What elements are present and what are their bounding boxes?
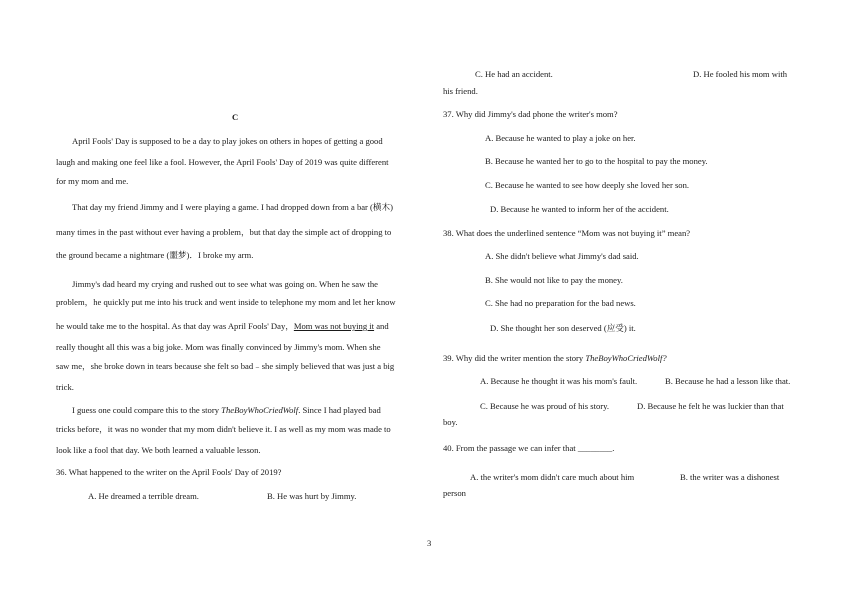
passage-line: many times in the past without ever having a problem，but that day the simple act of dropping to xyxy=(56,227,392,237)
question-36-option-b: B. He was hurt by Jimmy. xyxy=(267,491,357,501)
question-38-option-b: B. She would not like to pay the money. xyxy=(485,275,623,285)
passage-line: tricks before，it was no wonder that my mom didn't believe it. I as well as my mom was made to xyxy=(56,424,391,434)
question-38-option-a: A. She didn't believe what Jimmy's dad said. xyxy=(485,251,639,261)
question-37-option-b: B. Because he wanted her to go to the hospital to pay the money. xyxy=(485,156,708,166)
passage-line: trick. xyxy=(56,382,74,392)
question-36-option-c: C. He had an accident. xyxy=(475,69,553,79)
question-39-option-d-cont: boy. xyxy=(443,417,458,427)
question-39-option-b: B. Because he had a lesson like that. xyxy=(665,376,791,386)
question-38-option-d: D. She thought her son deserved (应受) it. xyxy=(490,323,636,333)
question-38-option-c: C. She had no preparation for the bad news. xyxy=(485,298,636,308)
passage-line: laugh and making one feel like a fool. However, the April Fools' Day of 2019 was quite different xyxy=(56,157,389,167)
passage-line: the ground became a nightmare (噩梦)．I broke my arm. xyxy=(56,250,254,260)
passage-line: April Fools' Day is supposed to be a day to play jokes on others in hopes of getting a good xyxy=(72,136,383,146)
question-38-stem: 38. What does the underlined sentence “Mom was not buying it” mean? xyxy=(443,228,691,238)
question-39-stem: 39. Why did the writer mention the story TheBoyWhoCriedWolf? xyxy=(443,353,667,363)
question-37-stem: 37. Why did Jimmy's dad phone the writer's mom? xyxy=(443,109,618,119)
passage-line: Jimmy's dad heard my crying and rushed out to see what was going on. When he saw the xyxy=(72,279,378,289)
question-37-option-c: C. Because he wanted to see how deeply she loved her son. xyxy=(485,180,690,190)
question-39-option-d: D. Because he felt he was luckier than that xyxy=(637,401,784,411)
passage-line: he would take me to the hospital. As that day was April Fools' Day，Mom was not buying it and xyxy=(56,321,389,331)
underlined-sentence: Mom was not buying it xyxy=(293,321,375,331)
passage-line: saw me，she broke down in tears because she felt so bad﹣she simply believed that was just a big xyxy=(56,361,395,371)
passage-line: problem，he quickly put me into his truck and went inside to telephone my mom and let her know xyxy=(56,297,396,307)
question-36-option-d: D. He fooled his mom with xyxy=(693,69,788,79)
question-39-option-c: C. Because he was proud of his story. xyxy=(480,401,610,411)
passage-line: That day my friend Jimmy and I were playing a game. I had dropped down from a bar (横木) xyxy=(72,202,393,212)
question-36-option-d-cont: his friend. xyxy=(443,86,478,96)
page-number: 3 xyxy=(427,538,432,548)
question-39-option-a: A. Because he thought it was his mom's fault. xyxy=(480,376,638,386)
question-40-option-b-cont: person xyxy=(443,488,466,498)
question-40-stem: 40. From the passage we can infer that ________. xyxy=(443,443,615,453)
question-37-option-a: A. Because he wanted to play a joke on her. xyxy=(485,133,636,143)
question-36-option-a: A. He dreamed a terrible dream. xyxy=(88,491,199,501)
story-title: TheBoyWhoCriedWolf xyxy=(221,405,299,415)
question-40-option-b: B. the writer was a dishonest xyxy=(680,472,780,482)
passage-line: for my mom and me. xyxy=(56,176,129,186)
section-heading: C xyxy=(232,112,239,122)
question-40-option-a: A. the writer's mom didn't care much about him xyxy=(470,472,635,482)
passage-line: really thought all this was a big joke. Mom was finally convinced by Jimmy's mom. When she xyxy=(56,342,381,352)
question-37-option-d: D. Because he wanted to inform her of the accident. xyxy=(490,204,669,214)
passage-line: I guess one could compare this to the story TheBoyWhoCriedWolf. Since I had played bad xyxy=(72,405,381,415)
question-36-stem: 36. What happened to the writer on the April Fools' Day of 2019? xyxy=(56,467,282,477)
passage-line: look like a fool that day. We both learned a valuable lesson. xyxy=(56,445,261,455)
